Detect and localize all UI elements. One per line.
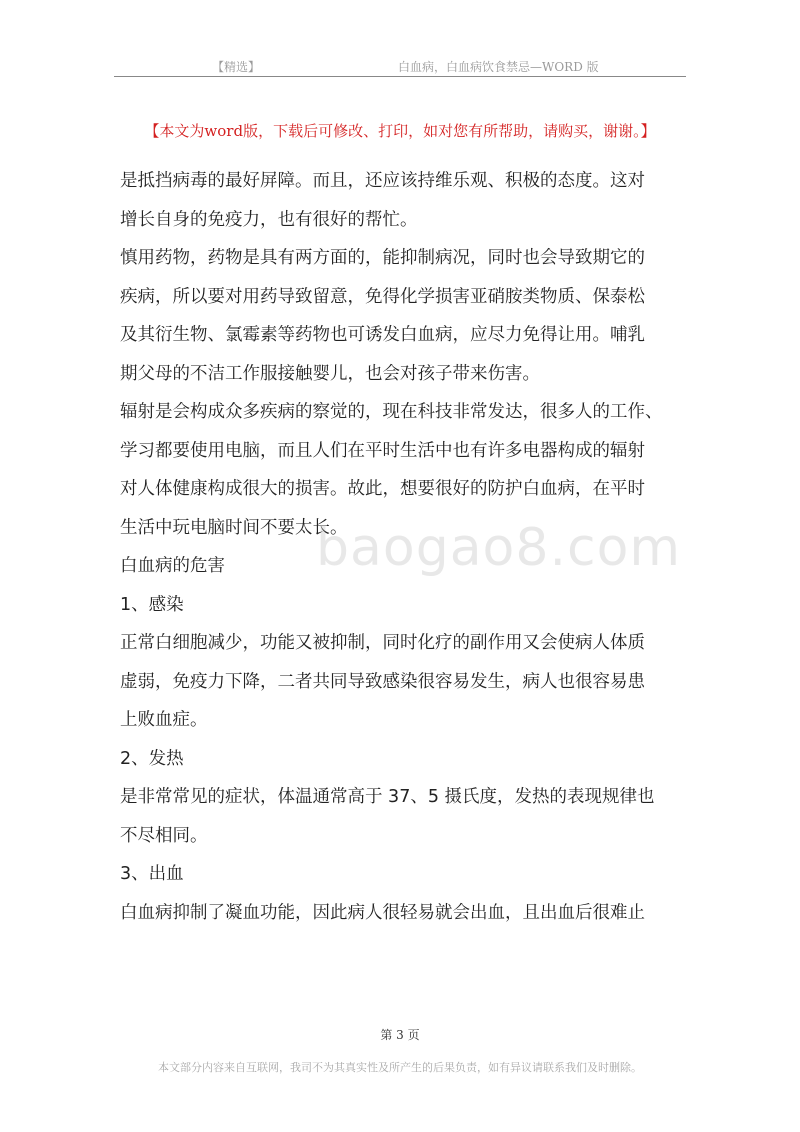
section-heading: 白血病的危害	[120, 556, 225, 576]
body-line: 虚弱，免疫力下降，二者共同导致感染很容易发生，病人也很容易患	[120, 671, 645, 692]
watermark: baogao8.com	[316, 518, 682, 578]
body-line: 白血病抑制了凝血功能，因此病人很轻易就会出血，且出血后很难止	[120, 902, 645, 923]
body-line: 及其衍生物、氯霉素等药物也可诱发白血病，应尽力免得让用。哺乳	[120, 325, 645, 345]
body-line: 辐射是会构成众多疾病的察觉的，现在科技非常发达，很多人的工作、	[120, 402, 663, 422]
header-title: 白血病，白血病饮食禁忌—WORD 版	[398, 60, 599, 74]
footer-disclaimer: 本文部分内容来自互联网，我司不为其真实性及所产生的后果负责，如有异议请联系我们及时删除。	[158, 1061, 642, 1074]
body-line: 生活中玩电脑时间不要太长。	[120, 517, 348, 538]
body-line: 学习都要使用电脑，而且人们在平时生活中也有许多电器构成的辐射	[120, 440, 645, 461]
body-line: 增长自身的免疫力，也有很好的帮忙。	[120, 209, 418, 230]
body-line: 期父母的不洁工作服接触婴儿，也会对孩子带来伤害。	[120, 363, 540, 384]
body-line: 不尽相同。	[120, 825, 208, 846]
body-line: 上败血症。	[120, 710, 208, 730]
page-number: 第 3 页	[380, 1028, 420, 1042]
body-line: 对人体健康构成很大的损害。故此，想要很好的防护白血病，在平时	[120, 479, 645, 499]
body-line: 疾病，所以要对用药导致留意，免得化学损害亚硝胺类物质、保泰松	[120, 286, 645, 307]
body-line: 是抵挡病毒的最好屏障。而且，还应该持维乐观、积极的态度。这对	[120, 171, 645, 191]
body-line: 正常白细胞减少，功能又被抑制，同时化疗的副作用又会使病人体质	[120, 633, 645, 653]
download-notice: 【本文为word版，下载后可修改、打印，如对您有所帮助，请购买，谢谢。】	[144, 122, 656, 140]
body-line: 是非常常见的症状，体温通常高于 37、5 摄氏度，发热的表现规律也	[120, 787, 655, 807]
subheading-fever: 2、发热	[120, 748, 184, 769]
subheading-infection: 1、感染	[120, 594, 184, 615]
subheading-bleeding: 3、出血	[120, 864, 184, 884]
header-tag: 【精选】	[212, 60, 261, 74]
page-header	[114, 56, 686, 77]
body-line: 慎用药物，药物是具有两方面的，能抑制病况，同时也会导致期它的	[120, 248, 645, 268]
